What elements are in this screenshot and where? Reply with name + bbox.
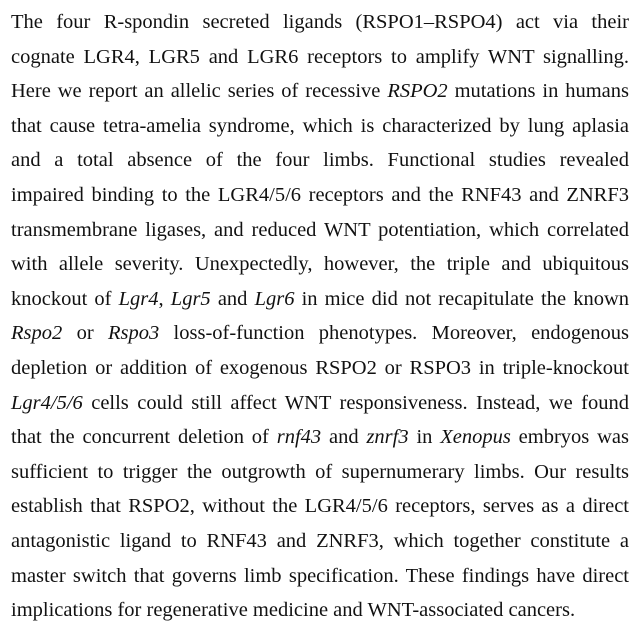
text-run: , — [158, 287, 171, 310]
italic-term: rnf43 — [276, 426, 322, 449]
text-run: in — [408, 426, 441, 449]
abstract-line — [11, 77, 629, 105]
italic-term: Lgr4/5/6 — [11, 391, 83, 414]
abstract-line — [11, 527, 629, 555]
abstract-line — [11, 423, 629, 451]
text-run: and — [210, 287, 255, 310]
abstract-line — [11, 112, 629, 140]
abstract-line — [11, 562, 629, 590]
text-run: impaired binding to the LGR4/5/6 receptors and the RNF43 and ZNRF3 — [11, 184, 629, 206]
text-run: or — [62, 322, 108, 345]
text-run: knockout of — [11, 287, 119, 310]
italic-term: znrf3 — [366, 426, 409, 449]
abstract-line — [11, 354, 629, 382]
italic-term: Rspo2 — [11, 322, 63, 345]
text-run: depletion or addition of exogenous RSPO2 or RSPO3 in triple-knockout — [11, 357, 629, 379]
text-run: and a total absence of the four limbs. Functional studies revealed — [11, 149, 629, 172]
text-run: establish that RSPO2, without the LGR4/5/6 receptors, serves as a direct — [11, 495, 629, 518]
abstract-line — [11, 492, 629, 520]
abstract-line — [11, 146, 629, 174]
abstract-line — [11, 285, 629, 313]
text-run: that cause tetra-amelia syndrome, which is characterized by lung aplasia — [11, 114, 629, 137]
text-run: loss-of-function phenotypes. Moreover, endogenous — [159, 322, 629, 345]
abstract-line — [11, 43, 629, 71]
text-run: cognate LGR4, LGR5 and LGR6 receptors to amplify WNT signalling. — [11, 45, 629, 68]
text-run: implications for regenerative medicine and WNT-associated cancers. — [11, 599, 576, 622]
text-run: that the concurrent deletion of — [11, 426, 277, 449]
text-run: Here we report an allelic series of recessive — [11, 80, 388, 103]
italic-term: RSPO2 — [387, 80, 448, 103]
text-run: The four R-spondin secreted ligands (RSPO1–RSPO4) act via their — [11, 11, 629, 33]
abstract-line — [11, 8, 629, 36]
abstract-line — [11, 181, 629, 209]
abstract-line — [11, 596, 629, 624]
italic-term: Lgr5 — [170, 287, 211, 310]
text-run: transmembrane ligases, and reduced WNT potentiation, which correlated — [11, 218, 629, 241]
italic-term: Lgr4 — [118, 287, 159, 310]
abstract-line — [11, 319, 629, 347]
text-run: in mice did not recapitulate the known — [294, 287, 630, 310]
abstract-line — [11, 216, 629, 244]
text-run: and — [321, 426, 367, 449]
text-run: master switch that governs limb specification. These findings have direct — [11, 564, 629, 587]
text-run: embryos was — [510, 426, 629, 449]
text-run: mutations in humans — [447, 80, 630, 103]
italic-term: Rspo3 — [107, 322, 160, 345]
text-run: with allele severity. Unexpectedly, however, the triple and ubiquitous — [11, 253, 629, 276]
abstract-line — [11, 458, 629, 486]
text-run: cells could still affect WNT responsiveness. Instead, we found — [82, 391, 629, 414]
italic-term: Lgr6 — [254, 287, 295, 310]
text-run: sufficient to trigger the outgrowth of supernumerary limbs. Our results — [11, 460, 629, 483]
italic-term: Xenopus — [440, 426, 511, 449]
text-run: antagonistic ligand to RNF43 and ZNRF3, which together constitute a — [11, 530, 629, 552]
abstract-line — [11, 250, 629, 278]
abstract-line — [11, 389, 629, 417]
